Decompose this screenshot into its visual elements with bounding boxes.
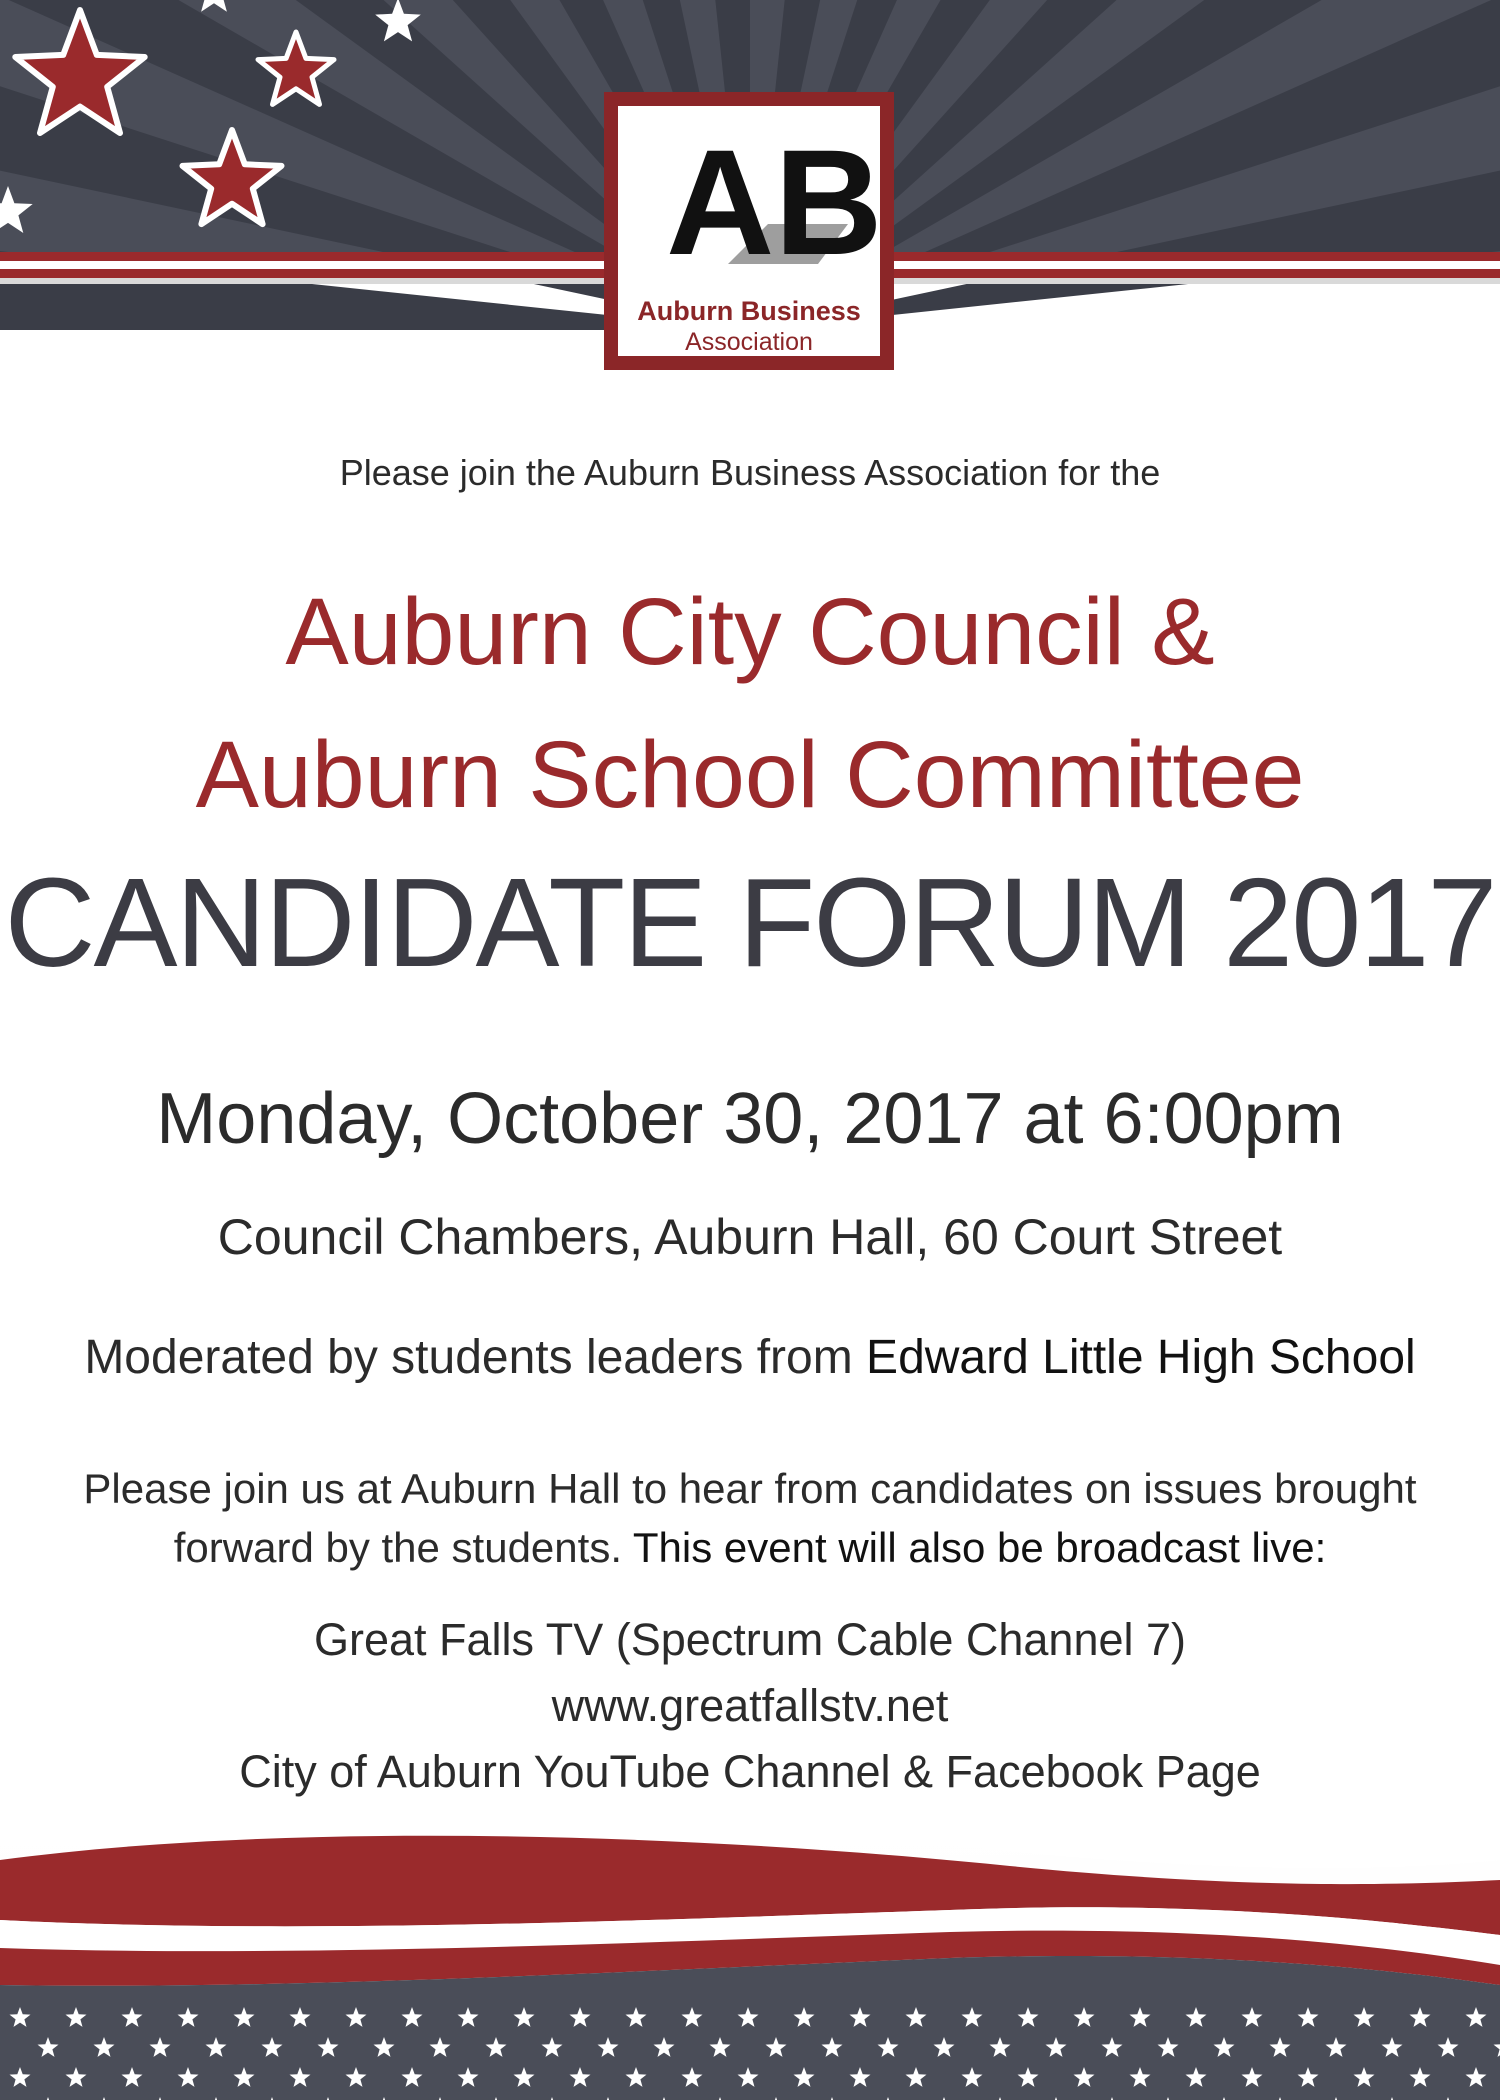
association-logo	[604, 92, 894, 370]
ab-letters-icon	[658, 114, 883, 294]
moderator-school: Edward Little High School	[866, 1331, 1416, 1384]
description-line-1: Please join us at Auburn Hall to hear from candidates on issues brought	[83, 1465, 1417, 1512]
event-date-time: Monday, October 30, 2017 at 6:00pm	[156, 1079, 1344, 1159]
broadcast-website: www.greatfallstv.net	[551, 1680, 949, 1731]
logo-letters: AB	[666, 118, 883, 286]
moderator-prefix: Moderated by students leaders from	[84, 1331, 867, 1384]
logo-subtitle-line: Association	[685, 328, 813, 356]
footer-flag-wave-art	[0, 1760, 1500, 2100]
description-broadcast-note: This event will also be broadcast live:	[632, 1524, 1327, 1571]
broadcast-social: City of Auburn YouTube Channel & Facebook Page	[239, 1746, 1261, 1797]
forum-heading: CANDIDATE FORUM 2017	[4, 852, 1496, 993]
event-location: Council Chambers, Auburn Hall, 60 Court Street	[217, 1209, 1283, 1265]
description-line-2	[0, 1524, 1500, 1572]
moderator-line	[0, 1330, 1500, 1385]
description-plain: forward by the students.	[173, 1524, 633, 1571]
logo-inner-panel	[618, 106, 883, 356]
event-title-line-1: Auburn City Council &	[285, 579, 1215, 685]
logo-name-line: Auburn Business	[637, 296, 861, 326]
intro-text: Please join the Auburn Business Association for the	[339, 452, 1161, 493]
event-title-line-2: Auburn School Committee	[195, 722, 1305, 828]
broadcast-channel: Great Falls TV (Spectrum Cable Channel 7)	[313, 1614, 1187, 1665]
